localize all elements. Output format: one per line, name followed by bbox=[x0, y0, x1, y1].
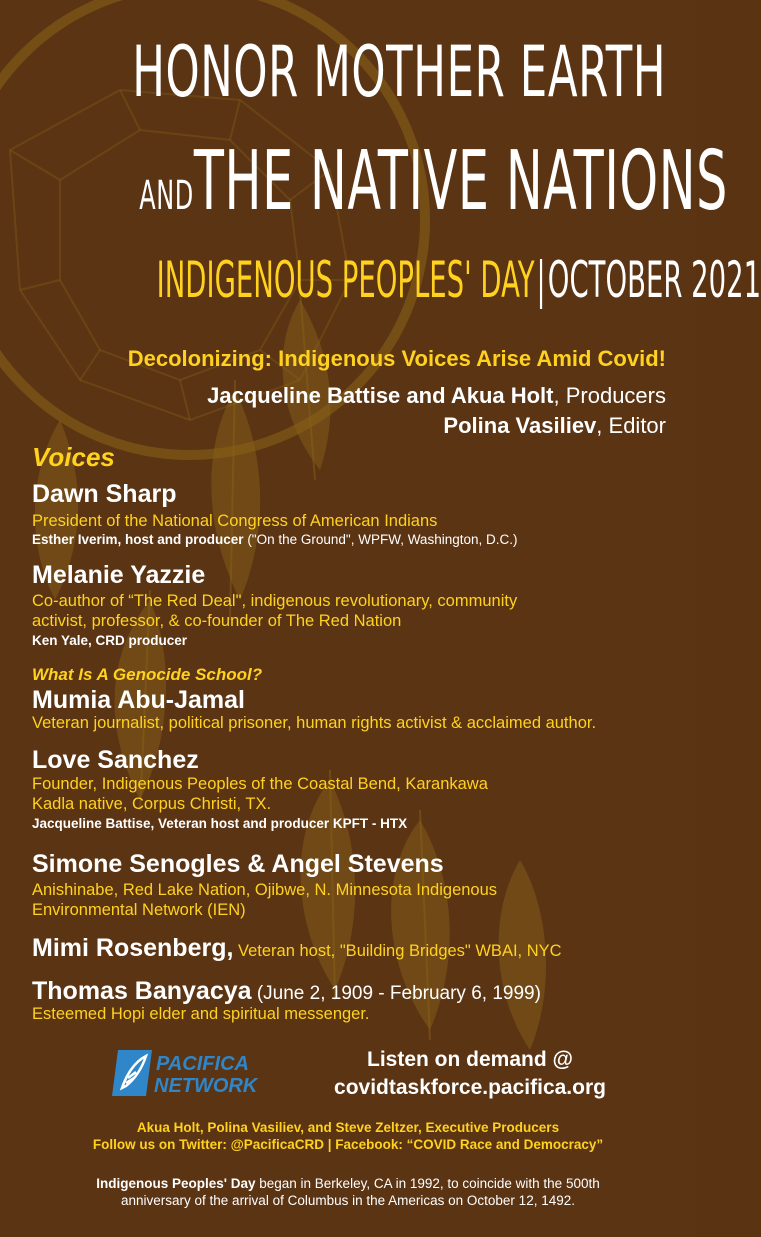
footer-note bbox=[0, 1175, 696, 1209]
listen-on-demand bbox=[280, 1046, 660, 1102]
voice-desc-simone-angel-1: Anishinabe, Red Lake Nation, Ojibwe, N. Minnesota Indigenous bbox=[32, 881, 498, 899]
footer-line1 bbox=[0, 1175, 696, 1192]
event-subtitle bbox=[156, 248, 761, 312]
feather-shape bbox=[211, 390, 260, 600]
credit-host: Ken Yale, CRD producer bbox=[32, 633, 188, 648]
producers-names: Jacqueline Battise and Akua Holt bbox=[207, 383, 554, 408]
executive-producers-block bbox=[0, 1119, 696, 1153]
editor-name: Polina Vasiliev bbox=[443, 413, 597, 438]
listen-label: Listen on demand @ bbox=[367, 1048, 573, 1071]
voice-desc-mimi-rosenberg: Veteran host, "Building Bridges" WBAI, NYC bbox=[233, 942, 562, 960]
voice-desc-melanie-yazzie-2: activist, professor, & co-founder of The Red Nation bbox=[32, 612, 402, 630]
voice-name-thomas-banyacya: Thomas Banyacya bbox=[32, 977, 252, 1005]
executive-producers-line: Akua Holt, Polina Vasiliev, and Steve Zeltzer, Executive Producers bbox=[136, 1120, 560, 1135]
pacifica-network-logo bbox=[112, 1048, 260, 1098]
voice-name-dawn-sharp: Dawn Sharp bbox=[32, 480, 177, 508]
voice-name-love-sanchez: Love Sanchez bbox=[32, 746, 199, 774]
credit-show: ("On the Ground", WPFW, Washington, D.C.) bbox=[243, 532, 518, 547]
voice-desc-mumia-abu-jamal: Veteran journalist, political prisoner, human rights activist & acclaimed author. bbox=[32, 714, 597, 732]
producers-role: , Producers bbox=[553, 383, 666, 408]
voice-desc-love-sanchez-1: Founder, Indigenous Peoples of the Coastal Bend, Karankawa bbox=[32, 775, 488, 793]
editor-line bbox=[443, 410, 666, 442]
genocide-school-heading: What Is A Genocide School? bbox=[32, 665, 263, 684]
logo-network-text: NETWORK bbox=[154, 1075, 258, 1097]
voice-name-mumia-abu-jamal: Mumia Abu-Jamal bbox=[32, 686, 246, 714]
voice-credit-melanie-yazzie bbox=[32, 632, 187, 650]
voice-name-mimi-rosenberg: Mimi Rosenberg, bbox=[32, 934, 234, 962]
credit-host: Esther Iverim, host and producer bbox=[32, 532, 244, 547]
title-and-word: AND bbox=[139, 173, 194, 219]
footer-bold-term: Indigenous Peoples' Day bbox=[96, 1176, 256, 1191]
logo-pacifica-text: PACIFICA bbox=[156, 1053, 249, 1075]
voice-credit-dawn-sharp bbox=[32, 531, 517, 549]
voice-desc-love-sanchez-2: Kadla native, Corpus Christi, TX. bbox=[32, 795, 272, 813]
show-title: Decolonizing: Indigenous Voices Arise Amid Covid! bbox=[127, 346, 666, 371]
footer-line2: anniversary of the arrival of Columbus in the Americas on October 12, 1492. bbox=[121, 1193, 575, 1208]
voices-heading: Voices bbox=[32, 442, 115, 472]
main-title-line2 bbox=[139, 132, 728, 246]
event-name: INDIGENOUS PEOPLES' DAY bbox=[156, 251, 535, 309]
voice-dates-thomas-banyacya: (June 2, 1909 - February 6, 1999) bbox=[251, 983, 541, 1004]
credit-host: Jacqueline Battise, Veteran host and producer KPFT - HTX bbox=[32, 816, 408, 831]
listen-url-link[interactable]: covidtaskforce.pacifica.org bbox=[334, 1076, 606, 1099]
editor-role: , Editor bbox=[596, 413, 666, 438]
voice-desc-dawn-sharp: President of the National Congress of American Indians bbox=[32, 512, 438, 530]
voice-desc-simone-angel-2: Environmental Network (IEN) bbox=[32, 901, 246, 919]
voice-credit-love-sanchez bbox=[32, 815, 407, 833]
subtitle-divider bbox=[540, 259, 542, 309]
voice-name-simone-angel: Simone Senogles & Angel Stevens bbox=[32, 850, 444, 878]
title-native-nations: THE NATIVE NATIONS bbox=[193, 134, 728, 229]
voice-desc-thomas-banyacya: Esteemed Hopi elder and spiritual messenger. bbox=[32, 1005, 370, 1023]
producers-line bbox=[207, 380, 666, 412]
main-title-line1: HONOR MOTHER EARTH bbox=[132, 31, 667, 113]
voice-desc-melanie-yazzie-1: Co-author of “The Red Deal", indigenous revolutionary, community bbox=[32, 592, 518, 610]
social-follow-line: Follow us on Twitter: @PacificaCRD | Facebook: “COVID Race and Democracy” bbox=[92, 1137, 604, 1152]
event-date: OCTOBER 2021 bbox=[547, 251, 761, 309]
voice-name-melanie-yazzie: Melanie Yazzie bbox=[32, 561, 206, 589]
footer-line1-text: began in Berkeley, CA in 1992, to coincide with the 500th bbox=[255, 1176, 600, 1191]
voice-line-mimi-rosenberg bbox=[32, 932, 562, 967]
